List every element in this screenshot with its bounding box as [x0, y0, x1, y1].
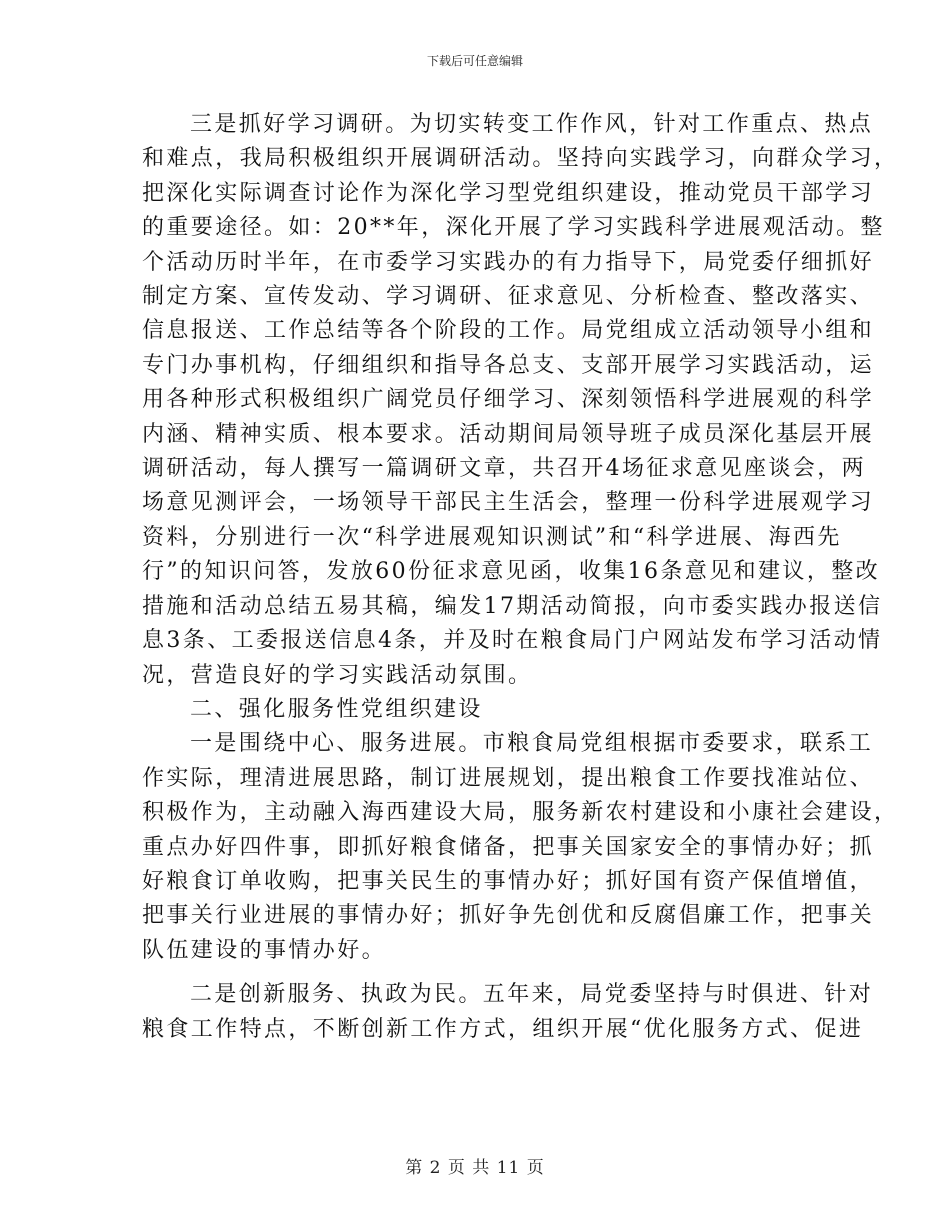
paragraph-study-research [142, 108, 899, 693]
text-line: 和难点，我局积极组织开展调研活动。坚持向实践学习，向群众学习， [142, 146, 899, 172]
text-line: 调研活动，每人撰写一篇调研文章，共召开4场征求意见座谈会，两 [142, 456, 866, 482]
text-line: 重点办好四件事，即抓好粮食储备，把事关国家安全的事情办好；抓 [142, 834, 875, 860]
text-line: 队伍建设的事情办好。 [142, 937, 387, 963]
text-line: 积极作为，主动融入海西建设大局，服务新农村建设和小康社会建设， [142, 800, 899, 826]
document-body [142, 108, 899, 1047]
text-line: 行”的知识问答，发放60份征求意见函，收集16条意见和建议，整改 [142, 559, 881, 585]
paragraph-innovate-service [142, 978, 874, 1047]
text-line: 息3条、工委报送信息4条，并及时在粮食局门户网站发布学习活动情 [142, 628, 883, 654]
text-line: 资料，分别进行一次“科学进展观知识测试”和“科学进展、海西先 [142, 524, 842, 550]
section-heading: 二、强化服务性党组织建设 [190, 696, 483, 722]
paragraph-serve-center [142, 727, 899, 968]
text-line: 把深化实际调查讨论作为深化学习型党组织建设，推动党员干部学习 [142, 180, 875, 206]
text-line: 好粮食订单收购，把事关民生的事情办好；抓好国有资产保值增值， [142, 868, 875, 894]
text-line: 内涵、精神实质、根本要求。活动期间局领导班子成员深化基层开展 [142, 421, 875, 447]
text-line: 用各种形式积极组织广阔党员仔细学习、深刻领悟科学进展观的科学 [142, 387, 875, 413]
text-line: 况，营造良好的学习实践活动氛围。 [142, 662, 533, 688]
text-line: 的重要途径。如：20**年，深化开展了学习实践科学进展观活动。整 [142, 215, 885, 241]
text-line: 措施和活动总结五易其稿，编发17期活动简报，向市委实践办报送信 [142, 593, 883, 619]
text-line: 场意见测评会，一场领导干部民主生活会，整理一份科学进展观学习 [142, 490, 875, 516]
text-line: 个活动历时半年，在市委学习实践办的有力指导下，局党委仔细抓好 [142, 249, 875, 275]
text-line: 制定方案、宣传发动、学习调研、征求意见、分析检查、整改落实、 [142, 284, 875, 310]
text-line: 二是创新服务、执政为民。五年来，局党委坚持与时俱进、针对 [190, 982, 874, 1008]
text-line: 一是围绕中心、服务进展。市粮食局党组根据市委要求，联系工 [190, 731, 874, 757]
page-header: 下载后可任意编辑 [426, 54, 523, 68]
text-line: 专门办事机构，仔细组织和指导各总支、支部开展学习实践活动，运 [142, 352, 875, 378]
text-line: 三是抓好学习调研。为切实转变工作作风，针对工作重点、热点 [190, 112, 874, 137]
text-line: 作实际，理清进展思路，制订进展规划，提出粮食工作要找准站位、 [142, 765, 875, 791]
page-footer: 第 2 页 共 11 页 [405, 1158, 545, 1178]
paragraph-gap [142, 968, 810, 978]
text-line: 把事关行业进展的事情办好；抓好争先创优和反腐倡廉工作，把事关 [142, 903, 875, 929]
text-line: 粮食工作特点，不断创新工作方式，组织开展“优化服务方式、促进 [142, 1016, 864, 1042]
text-line: 信息报送、工作总结等各个阶段的工作。局党组成立活动领导小组和 [142, 318, 875, 344]
